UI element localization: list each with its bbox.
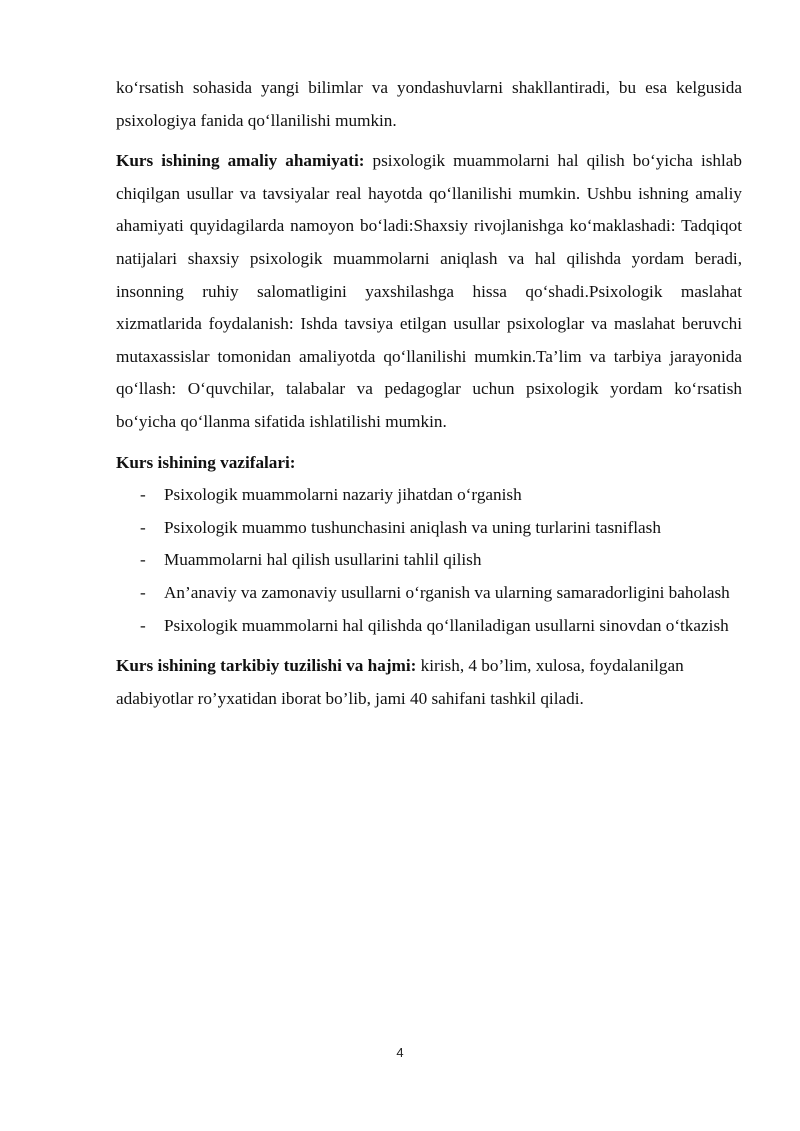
list-item [116,544,742,577]
list-bullet: - [140,517,146,537]
list-item-text: Psixologik muammolarni hal qilishda qo‘llaniladigan usullarni sinovdan o‘tkazish [164,615,729,635]
structure-text: kirish, 4 bo’lim, xulosa, foydalanilgan adabiyotlar ro’yxatidan iborat bo’lib, jami 40 sahifani tashkil qiladi. [116,656,684,708]
list-item-text: Psixologik muammolarni nazariy jihatdan o‘rganish [164,485,522,505]
list-item-text: An’anaviy va zamonaviy usullarni o‘rganish va ularning samaradorligini baholash [164,582,730,602]
tasks-heading: Kurs ishining vazifalari: [116,452,296,472]
list-item [116,610,742,643]
practical-significance-paragraph [116,145,742,438]
intro-paragraph [116,72,742,137]
list-item [116,512,742,545]
list-item [116,479,742,512]
list-bullet: - [140,615,146,635]
list-item-text: Psixologik muammo tushunchasini aniqlash va uning turlarini tasniflash [164,517,661,537]
list-item [116,577,742,610]
list-bullet: - [140,582,146,602]
practical-significance-heading: Kurs ishining amaliy ahamiyati: [116,151,365,171]
document-page [116,72,742,715]
structure-paragraph [116,650,742,715]
list-bullet: - [140,550,146,570]
practical-significance-text: psixologik muammolarni hal qilish bo‘yicha ishlab chiqilgan usullar va tavsiyalar real hayotda qo‘llanilishi mumkin. Ushbu ishning amaliy ahamiyati quyidagilarda namoyon bo‘ladi:Shaxsiy rivojlanishga ko‘maklashadi: Tadqiqot natijalari shaxsiy psixologik muammolarni aniqlash va hal qilishda yordam beradi, insonning ruhiy salomatligini yaxshilashga hissa qo‘shadi.Psixologik maslahat xizmatlarida foydalanish: Ishda tavsiya etilgan usullar psixologlar va maslahat beruvchi mutaxassislar tomonidan amaliyotda qo‘llanilishi mumkin.Ta’lim va tarbiya jarayonida qo‘llash: O‘quvchilar, talabalar va pedagoglar uchun psixologik yordam ko‘rsatish bo‘yicha qo‘llanma sifatida ishlatilishi mumkin. [116,151,742,431]
structure-heading: Kurs ishining tarkibiy tuzilishi va hajmi: [116,656,417,676]
list-item-text: Muammolarni hal qilish usullarini tahlil qilish [164,550,482,570]
intro-text: ko‘rsatish sohasida yangi bilimlar va yondashuvlarni shakllantiradi, bu esa kelgusida psixologiya fanida qo‘llanilishi mumkin. [116,78,742,130]
tasks-list [116,479,742,642]
list-bullet: - [140,485,146,505]
page-number: 4 [396,1045,404,1060]
